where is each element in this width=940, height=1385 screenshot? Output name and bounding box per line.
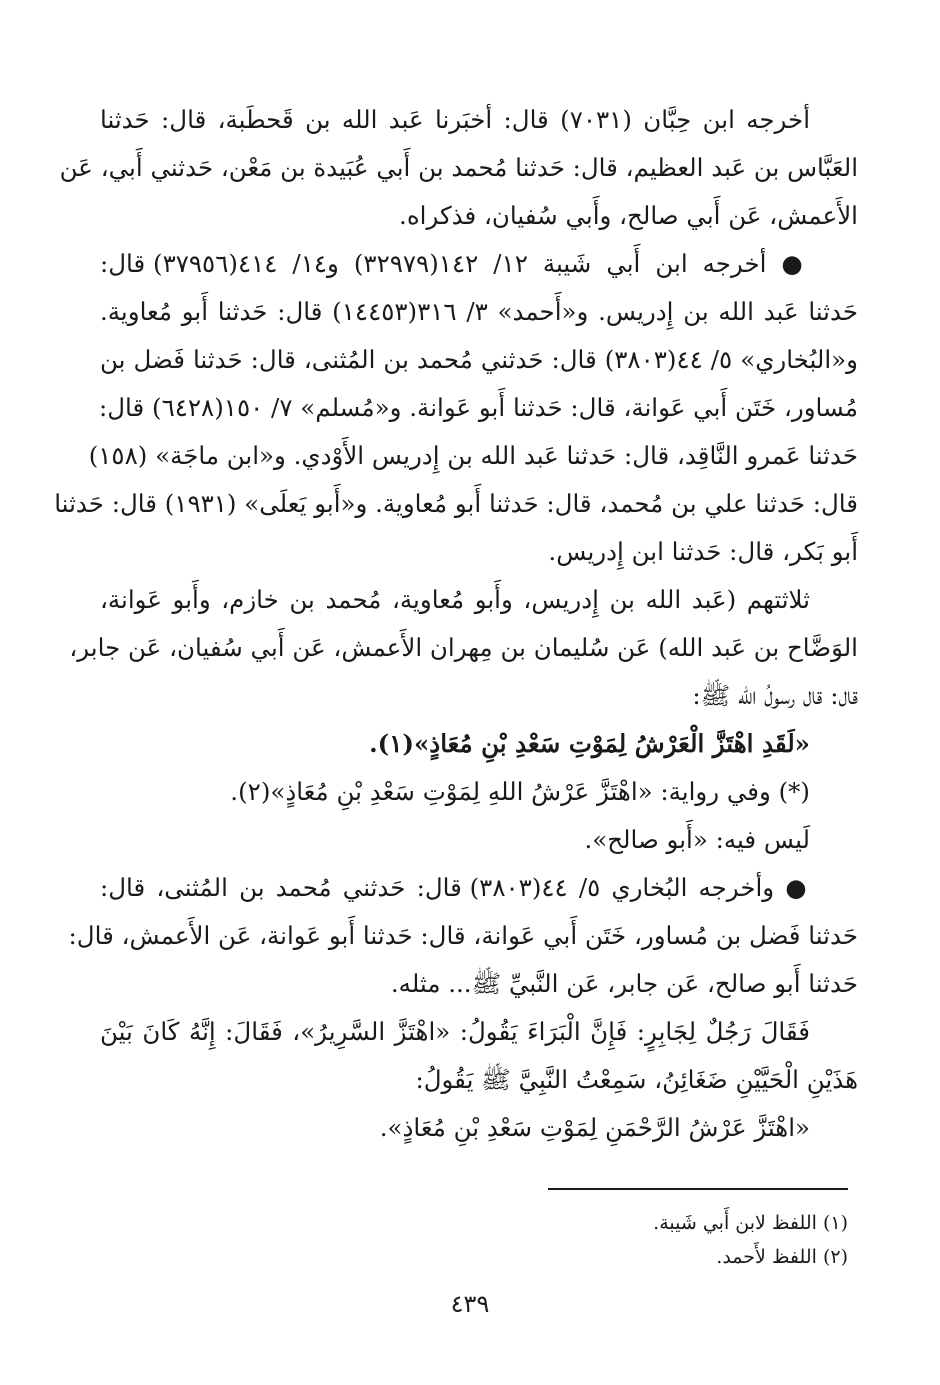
main-text <box>54 96 859 1152</box>
text-line: ● وأخرجه البُخاري ٥/ ٤٤(٣٨٠٣) قال: حَدثني مُحمد بن المُثنى، قال: <box>100 873 810 902</box>
narration-note: لَيس فيه: «أَبو صالح». <box>584 825 810 854</box>
text-line: أخرجه ابن حِبَّان (٧٠٣١) قال: أخبَرنا عَبد الله بن قَحطَبة، قال: حَدثنا <box>100 105 810 134</box>
text-line: حَدثنا عَمرو النَّاقِد، قال: حَدثنا عَبد الله بن إِدريس الأَوْدي. و«ابن ماجَة» (١٥٨) <box>88 441 858 470</box>
footnote: (١) اللفظ لابن أَبي شَيبة. <box>653 1212 848 1234</box>
hadith-text: «اهْتَزَّ عَرْشُ الرَّحْمَنِ لِمَوْتِ سَعْدِ بْنِ مُعَاذٍ». <box>379 1113 810 1142</box>
text-line: حَدثنا أَبو صالح، عَن جابر، عَن النَّبيِّ ﷺ... مثله. <box>390 969 858 998</box>
text-line: و«البُخاري» ٥/ ٤٤(٣٨٠٣) قال: حَدثني مُحمد بن المُثنى، قال: حَدثنا فَضل بن <box>100 345 858 374</box>
text-line: العَبَّاس بن عَبد العظيم، قال: حَدثنا مُحمد بن أَبي عُبَيدة بن مَعْن، حَدثني أَبي، عَن <box>59 153 858 182</box>
page-number: ٤٣٩ <box>450 1290 490 1318</box>
text-line: قال: قال رسولُ الله ﷺ: <box>692 681 858 710</box>
text-line: حَدثنا فَضل بن مُساور، خَتَن أَبي عَوانة، قال: حَدثنا أَبو عَوانة، عَن الأَعمش، قال: <box>68 921 858 950</box>
text-line: فَقَالَ رَجُلٌ لِجَابِرٍ: فَإِنَّ الْبَرَاءَ يَقُولُ: «اهْتَزَّ السَّرِيرُ»، فَقَالَ: إِنَّهُ كَانَ بَيْنَ <box>100 1017 810 1046</box>
text-line: ● أخرجه ابن أَبي شَيبة ١٢/ ١٤٢(٣٢٩٧٩) و١٤/ ٤١٤(٣٧٩٥٦) قال: <box>100 249 811 278</box>
text-line: مُساور، خَتَن أَبي عَوانة، قال: حَدثنا أَبو عَوانة. و«مُسلم» ٧/ ١٥٠(٦٤٢٨) قال: <box>99 393 858 422</box>
text-line: حَدثنا عَبد الله بن إِدريس. و«أَحمد» ٣/ ٣١٦(١٤٤٥٣) قال: حَدثنا أَبو مُعاوية. <box>100 297 859 326</box>
text-line: الوَضَّاح بن عَبد الله) عَن سُليمان بن مِهران الأَعمش، عَن أَبي سُفيان، عَن جابر، <box>69 633 858 662</box>
text-line: هَذَيْنِ الْحَيَّيْنِ ضَغَائِنُ، سَمِعْتُ النَّبِيَّ ﷺ يَقُولُ: <box>415 1065 858 1094</box>
variant-narration: (*) وفي رواية: «اهْتَزَّ عَرْشُ اللهِ لِمَوْتِ سَعْدِ بْنِ مُعَاذٍ»(٢). <box>230 777 810 806</box>
footnotes <box>100 1206 848 1274</box>
footnote-divider <box>548 1188 848 1190</box>
text-line: أَبو بَكر، قال: حَدثنا ابن إِدريس. <box>548 537 858 566</box>
hadith-text: «لَقَدِ اهْتَزَّ الْعَرْشُ لِمَوْتِ سَعْدِ بْنِ مُعَاذٍ»(١). <box>369 729 810 758</box>
text-line: قال: حَدثنا علي بن مُحمد، قال: حَدثنا أَبو مُعاوية. و«أَبو يَعلَى» (١٩٣١) قال: حَدثنا <box>54 489 858 518</box>
text-line: الأَعمش، عَن أَبي صالح، وأَبي سُفيان، فذكراه. <box>399 201 858 230</box>
footnote: (٢) اللفظ لأَحمد. <box>716 1246 848 1268</box>
text-line: ثلاثتهم (عَبد الله بن إِدريس، وأَبو مُعاوية، مُحمد بن خازم، وأَبو عَوانة، <box>100 585 810 614</box>
